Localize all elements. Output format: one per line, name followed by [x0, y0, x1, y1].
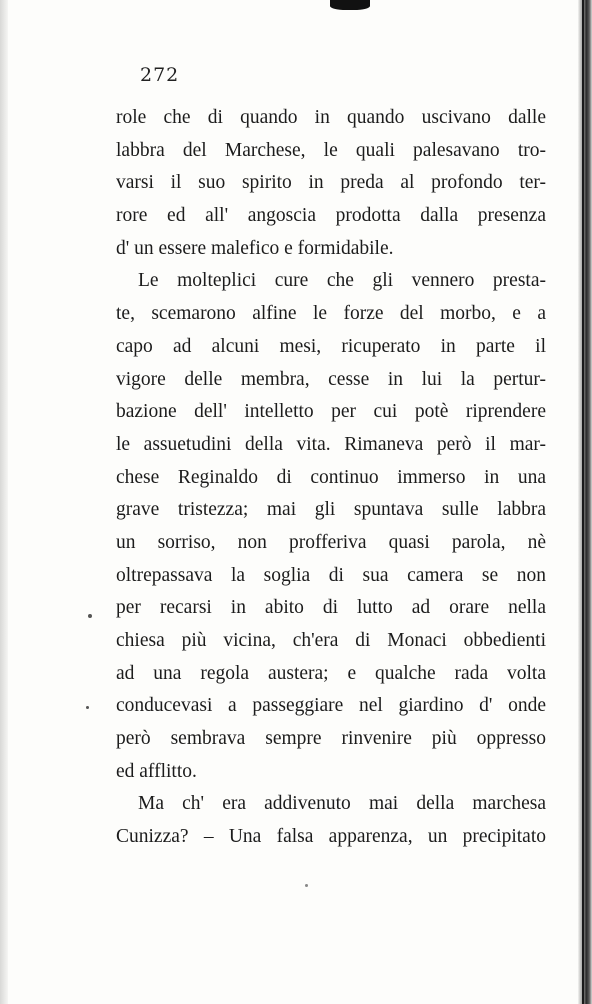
text-line: varsi il suo spirito in preda al profondo ter- [116, 172, 546, 194]
text-line: un sorriso, non profferiva quasi parola, nè [116, 531, 546, 553]
text-line: d' un essere malefico e formidabile. [116, 237, 394, 259]
text-line: bazione dell' intelletto per cui potè riprendere [116, 401, 546, 423]
ink-speck [88, 614, 92, 618]
text-line: labbra del Marchese, le quali palesavano tro- [116, 139, 546, 161]
text-line: le assuetudini della vita. Rimaneva però il mar- [116, 433, 546, 455]
text-line: rore ed all' angoscia prodotta dalla presenza [116, 205, 546, 227]
text-line: Cunizza? – Una falsa apparenza, un precipitato [116, 826, 546, 848]
body-text [116, 102, 546, 854]
text-line: te, scemarono alfine le forze del morbo, e a [116, 303, 546, 325]
text-line: per recarsi in abito di lutto ad orare nella [116, 597, 546, 619]
text-line: role che di quando in quando uscivano dalle [116, 107, 546, 128]
text-line: oltrepassava la soglia di sua camera se non [116, 564, 546, 586]
text-line: vigore delle membra, cesse in lui la pertur- [116, 368, 546, 390]
ink-speck [305, 884, 308, 887]
text-line: grave tristezza; mai gli spuntava sulle labbra [116, 499, 546, 521]
text-line: però sembrava sempre rinvenire più oppresso [116, 728, 546, 750]
text-line: chese Reginaldo di continuo immerso in una [116, 466, 546, 488]
text-line: conducevasi a passeggiare nel giardino d' onde [116, 695, 546, 717]
page-left-edge [0, 0, 8, 1004]
top-ink-mark [330, 0, 370, 10]
ink-speck [86, 706, 89, 709]
text-line: capo ad alcuni mesi, ricuperato in parte il [116, 335, 546, 357]
text-line: ed afflitto. [116, 760, 197, 782]
page-number: 272 [140, 64, 180, 86]
text-line: Le molteplici cure che gli vennero presta- [138, 270, 546, 292]
text-line: ad una regola austera; e qualche rada volta [116, 662, 546, 684]
binding-edge-line [582, 0, 584, 1004]
text-line: Ma ch' era addivenuto mai della marchesa [138, 793, 546, 815]
binding-edge [578, 0, 592, 1004]
text-line: chiesa più vicina, ch'era di Monaci obbedienti [116, 630, 546, 651]
